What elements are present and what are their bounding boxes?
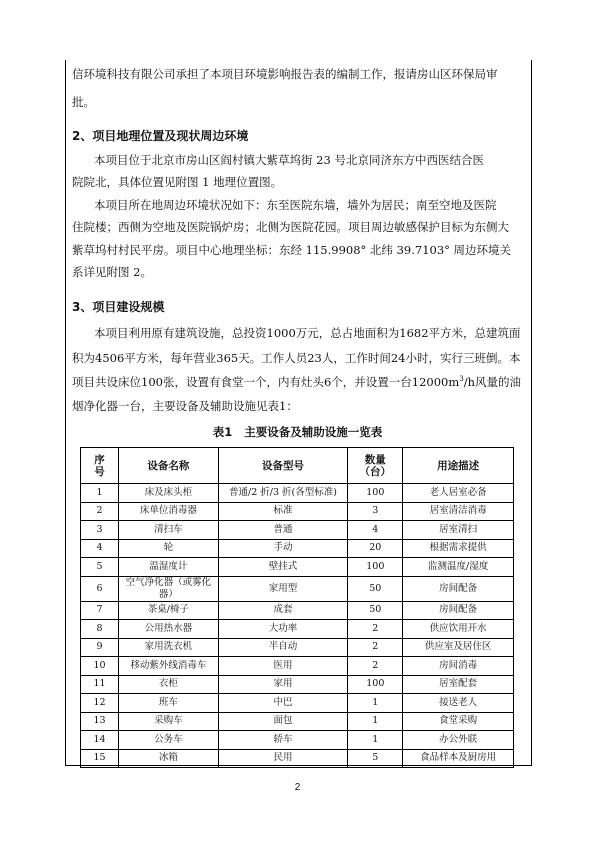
table-cell: 7: [81, 601, 119, 620]
header-cell: 序号: [81, 448, 119, 484]
table-cell: 房间配备: [403, 576, 514, 601]
header-cell: 用途描述: [403, 448, 514, 484]
equipment-table: [80, 447, 514, 768]
table-cell: 半自动: [218, 638, 348, 657]
line-3-text-a: 项目共设床位100张，设置有食堂一个，内有灶头6个，并设置一台12000m: [72, 375, 460, 389]
table-cell: 医用: [218, 657, 348, 676]
table-cell: 手动: [218, 539, 348, 558]
table-row: [81, 731, 514, 750]
table-cell: 房间配备: [403, 601, 514, 620]
table-cell: 1: [348, 694, 403, 713]
section-2-heading: 2、项目地理位置及现状周边环境: [72, 129, 249, 143]
table-cell: 轿车: [218, 731, 348, 750]
table-caption-title: 主要设备及辅助设施一览表: [244, 425, 383, 439]
table-cell: 公务车: [118, 731, 218, 750]
table-cell: 中巴: [218, 694, 348, 713]
table-row: [81, 620, 514, 639]
table-cell: 11: [81, 675, 119, 694]
table-row: [81, 749, 514, 768]
table-cell: 供应室及居住区: [403, 638, 514, 657]
line-3-text-b: /h风量的油: [463, 375, 522, 389]
table-row: [81, 576, 514, 601]
header-cell: 设备名称: [118, 448, 218, 484]
table-cell: 5: [81, 558, 119, 577]
table-cell: 壁挂式: [218, 558, 348, 577]
header-cell: 数量（台）: [348, 448, 403, 484]
section-3-heading: 3、项目建设规模: [72, 300, 165, 314]
section-2-paragraph-2-line-3: 紫草坞村村民平房。项目中心地理坐标：东经 115.9908° 北纬 39.7103° 周边环境关: [72, 243, 512, 257]
table-cell: 班车: [118, 694, 218, 713]
table-cell: 公用热水器: [118, 620, 218, 639]
table-cell: 采购车: [118, 712, 218, 731]
section-2-paragraph-2-line-1: 本项目所在地周边环境状况如下：东至医院东墙，墙外为居民；南至空地及医院: [94, 198, 497, 212]
table-row: [81, 484, 514, 503]
table-cell: 10: [81, 657, 119, 676]
table-row: [81, 558, 514, 577]
table-cell: 3: [348, 502, 403, 521]
table-cell: 家用洗衣机: [118, 638, 218, 657]
table-cell: 大功率: [218, 620, 348, 639]
intro-line-2: 批。: [72, 95, 95, 109]
section-2-paragraph-2-line-4: 系详见附图 2。: [72, 265, 152, 279]
table-cell: 15: [81, 749, 119, 768]
section-2-paragraph-2-line-2: 住院楼；西侧为空地及医院锅炉房；北侧为医院花园。项目周边敏感保护目标为东侧大: [72, 220, 509, 234]
table-cell: 6: [81, 576, 119, 601]
table-cell: 居室清洁消毒: [403, 502, 514, 521]
table-caption-number: 表1: [212, 425, 233, 439]
table-cell: 衣柜: [118, 675, 218, 694]
table-cell: 居室清扫: [403, 521, 514, 540]
table-cell: 面包: [218, 712, 348, 731]
table-cell: 100: [348, 675, 403, 694]
table-cell: 9: [81, 638, 119, 657]
table-cell: 50: [348, 601, 403, 620]
table-cell: 轮: [118, 539, 218, 558]
table-row: [81, 712, 514, 731]
table-cell: 50: [348, 576, 403, 601]
table-cell: 2: [348, 620, 403, 639]
table-cell: 茶桌/椅子: [118, 601, 218, 620]
table-cell: 13: [81, 712, 119, 731]
table-cell: 12: [81, 694, 119, 713]
table-cell: 1: [348, 712, 403, 731]
table-cell: 温湿度计: [118, 558, 218, 577]
table-cell: 民用: [218, 749, 348, 768]
table-cell: 普通/2 折/3 折(各型标准): [218, 484, 348, 503]
table-row: [81, 539, 514, 558]
table-cell: 普通: [218, 521, 348, 540]
table-row: [81, 502, 514, 521]
table-row: [81, 694, 514, 713]
table-cell: 食堂采购: [403, 712, 514, 731]
section-3-paragraph-line-2: 积为4506平方米，每年营业365天。工作人员23人，工作时间24小时，实行三班倒。本: [72, 351, 521, 365]
table-cell: 房间消毒: [403, 657, 514, 676]
table-cell: 成套: [218, 601, 348, 620]
table-row: [81, 521, 514, 540]
table-cell: 1: [81, 484, 119, 503]
table-cell: 办公外联: [403, 731, 514, 750]
table-cell: 空气净化器（或雾化器）: [118, 576, 218, 601]
table-cell: 床及床头柜: [118, 484, 218, 503]
table-cell: 100: [348, 484, 403, 503]
table-cell: 5: [348, 749, 403, 768]
table-cell: 8: [81, 620, 119, 639]
table-cell: 居室配套: [403, 675, 514, 694]
table-cell: 4: [81, 539, 119, 558]
section-3-paragraph-line-4: 烟净化器一台，主要设备及辅助设施见表1：: [72, 399, 298, 413]
table-cell: 冰箱: [118, 749, 218, 768]
table-cell: 3: [81, 521, 119, 540]
page-number: 2: [294, 782, 301, 793]
table-cell: 根据需求提供: [403, 539, 514, 558]
table-cell: 2: [348, 638, 403, 657]
table-cell: 2: [348, 657, 403, 676]
table-header-row: [81, 448, 514, 484]
table-row: [81, 638, 514, 657]
table-cell: 供应饮用开水: [403, 620, 514, 639]
cubic-superscript: 3: [459, 375, 464, 384]
table-row: [81, 675, 514, 694]
section-2-paragraph-1-line-1: 本项目位于北京市房山区阎村镇大紫草坞街 23 号北京同济东方中西医结合医: [94, 153, 484, 167]
table-caption: [0, 424, 595, 440]
table-row: [81, 601, 514, 620]
table-cell: 标准: [218, 502, 348, 521]
table-cell: 移动紫外线消毒车: [118, 657, 218, 676]
section-3-paragraph-line-1: 本项目利用原有建筑设施，总投资1000万元，总占地面积为1682平方米，总建筑面: [94, 326, 521, 340]
table-cell: 食品样本及厨房用: [403, 749, 514, 768]
table-row: [81, 657, 514, 676]
table-cell: 家用型: [218, 576, 348, 601]
intro-line-1: 信环境科技有限公司承担了本项目环境影响报告表的编制工作，报请房山区环保局审: [72, 67, 498, 81]
table-cell: 监测温度/湿度: [403, 558, 514, 577]
table-cell: 清扫车: [118, 521, 218, 540]
table-cell: 老人居室必备: [403, 484, 514, 503]
table-cell: 家用: [218, 675, 348, 694]
header-cell: 设备型号: [218, 448, 348, 484]
section-2-paragraph-1-line-2: 院院北，具体位置见附图 1 地理位置图。: [72, 175, 283, 189]
table-cell: 接送老人: [403, 694, 514, 713]
table-cell: 100: [348, 558, 403, 577]
table-cell: 14: [81, 731, 119, 750]
table-cell: 1: [348, 731, 403, 750]
table-cell: 2: [81, 502, 119, 521]
table-cell: 4: [348, 521, 403, 540]
table-cell: 床单位消毒器: [118, 502, 218, 521]
table-cell: 20: [348, 539, 403, 558]
section-3-paragraph-line-3: [72, 374, 521, 390]
